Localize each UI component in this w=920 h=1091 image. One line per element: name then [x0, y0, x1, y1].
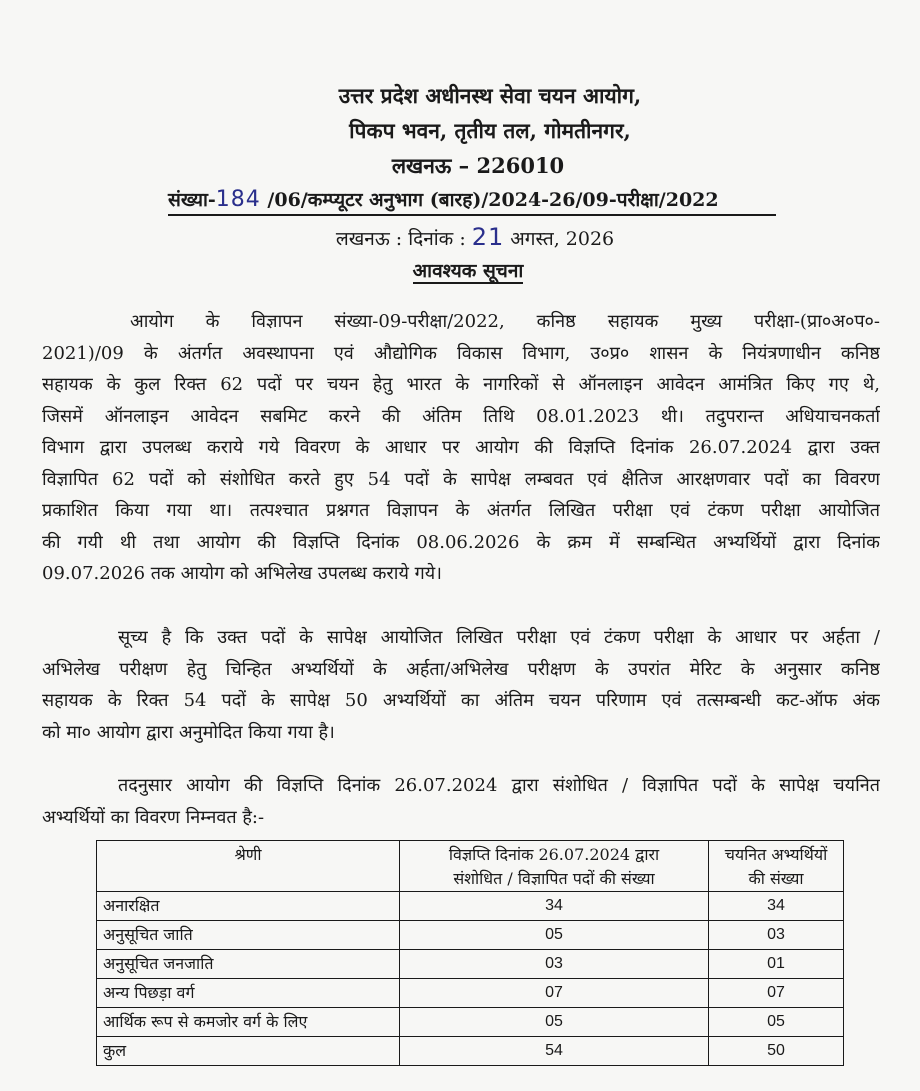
- table-row: [97, 921, 844, 950]
- paragraph-line: प्रकाशित किया गया था। तत्पश्चात प्रश्नगत विज्ञापन के अंतर्गत लिखित परीक्षा एवं टंकण परीक्षा आयोजित: [42, 500, 880, 521]
- table-row: [97, 892, 844, 921]
- date-prefix: लखनऊ : दिनांक :: [335, 228, 466, 250]
- table-row: [97, 1008, 844, 1037]
- paragraph-3: [42, 770, 880, 833]
- paragraph-line: विभाग द्वारा उपलब्ध कराये गये विवरण के आधार पर आयोग की विज्ञप्ति दिनांक 26.07.2024 द्वारा उक्त: [42, 437, 880, 458]
- table-row: [97, 979, 844, 1008]
- row-selected: 50: [709, 1037, 844, 1066]
- row-selected: 05: [709, 1008, 844, 1037]
- paragraph-line: को मा० आयोग द्वारा अनुमोदित किया गया है।: [42, 721, 335, 743]
- notice-title: [0, 258, 920, 284]
- table-row-total: [97, 1037, 844, 1066]
- row-posts: 05: [400, 921, 709, 950]
- reference-handwritten-number: 184: [215, 187, 261, 212]
- table-header-row: [97, 841, 844, 892]
- date-month-year: अगस्त, 2026: [510, 228, 615, 250]
- paragraph-line: अभ्यर्थियों का विवरण निम्नवत है:-: [42, 806, 265, 828]
- paragraph-line: सहायक के कुल रिक्त 62 पदों पर चयन हेतु भारत के नागरिकों से ऑनलाइन आवेदन आमंत्रित किए गए थे,: [42, 374, 880, 395]
- paragraph-line: विज्ञापित 62 पदों को संशोधित करते हुए 54 पदों के सापेक्ष लम्बवत एवं क्षैतिज आरक्षणवार पदों का विवरण: [42, 468, 880, 490]
- header-selected-line1: चयनित अभ्यर्थियों: [724, 845, 828, 864]
- header-selected-line2: की संख्या: [748, 869, 804, 888]
- row-category: अनारक्षित: [97, 892, 400, 921]
- row-category: अनुसूचित जनजाति: [97, 950, 400, 979]
- paragraph-line: की गयी थी तथा आयोग की विज्ञप्ति दिनांक 08.06.2026 के क्रम में सम्बन्धित अभ्यर्थियों द्वारा दिनांक: [42, 531, 880, 553]
- header-posts: [400, 841, 709, 892]
- paragraph-line: तदनुसार आयोग की विज्ञप्ति दिनांक 26.07.2024 द्वारा संशोधित / विज्ञापित पदों के सापेक्ष चयनित: [118, 775, 880, 796]
- notice-title-text: आवश्यक सूचना: [412, 260, 524, 282]
- row-posts: 03: [400, 950, 709, 979]
- paragraph-line: आयोग के विज्ञापन संख्या-09-परीक्षा/2022, कनिष्ठ सहायक मुख्य परीक्षा-(प्रा०अ०प०-: [130, 311, 880, 332]
- results-table: [96, 840, 844, 1066]
- row-selected: 34: [709, 892, 844, 921]
- paragraph-line: जिसमें ऑनलाइन आवेदन सबमिट करने की अंतिम तिथि 08.01.2023 थी। तदुपरान्त अधियाचनकर्ता: [42, 405, 880, 427]
- reference-prefix: संख्या-: [168, 189, 216, 211]
- row-selected: 01: [709, 950, 844, 979]
- row-category: अनुसूचित जाति: [97, 921, 400, 950]
- org-address: पिकप भवन, तृतीय तल, गोमतीनगर,: [349, 118, 631, 143]
- table-row: [97, 950, 844, 979]
- row-posts: 34: [400, 892, 709, 921]
- paragraph-1: [42, 306, 880, 590]
- header-category: श्रेणी: [97, 841, 400, 892]
- paragraph-2: [42, 622, 880, 748]
- row-posts: 07: [400, 979, 709, 1008]
- paragraph-line: अभिलेख परीक्षण हेतु चिन्हित अभ्यर्थियों के अर्हता/अभिलेख परीक्षण के उपरांत मेरिट के अनुसार कनिष्ठ: [42, 658, 880, 680]
- org-name: उत्तर प्रदेश अधीनस्थ सेवा चयन आयोग,: [338, 83, 642, 108]
- row-posts: 54: [400, 1037, 709, 1066]
- org-city-pin: लखनऊ – 226010: [391, 153, 565, 178]
- paragraph-line: 09.07.2026 तक आयोग को अभिलेख उपलब्ध कराये गये।: [42, 563, 443, 584]
- row-selected: 07: [709, 979, 844, 1008]
- header-selected: [709, 841, 844, 892]
- row-category: अन्य पिछड़ा वर्ग: [97, 979, 400, 1008]
- paragraph-line: 2021)/09 के अंतर्गत अवस्थापना एवं औद्योगिक विकास विभाग, उ०प्र० शासन के नियंत्रणाधीन कनिष्ठ: [42, 342, 880, 364]
- date-line: [0, 223, 920, 253]
- header-posts-line2: संशोधित / विज्ञापित पदों की संख्या: [453, 869, 655, 888]
- header-posts-line1: विज्ञप्ति दिनांक 26.07.2024 द्वारा: [448, 845, 660, 864]
- row-selected: 03: [709, 921, 844, 950]
- paragraph-line: सूच्य है कि उक्त पदों के सापेक्ष आयोजित लिखित परीक्षा एवं टंकण परीक्षा के आधार पर अर्हता /: [118, 627, 880, 648]
- row-category: कुल: [97, 1037, 400, 1066]
- row-posts: 05: [400, 1008, 709, 1037]
- reference-number: [168, 186, 776, 216]
- row-category: आर्थिक रूप से कमजोर वर्ग के लिए: [97, 1008, 400, 1037]
- date-handwritten-day: 21: [471, 223, 505, 251]
- paragraph-line: सहायक के रिक्त 54 पदों के सापेक्ष 50 अभ्यर्थियों का अंतिम चयन परिणाम एवं तत्सम्बन्धी कट-ऑफ अंक: [42, 690, 880, 711]
- reference-suffix: /06/कम्प्यूटर अनुभाग (बारह)/2024-26/09-परीक्षा/2022: [260, 189, 719, 211]
